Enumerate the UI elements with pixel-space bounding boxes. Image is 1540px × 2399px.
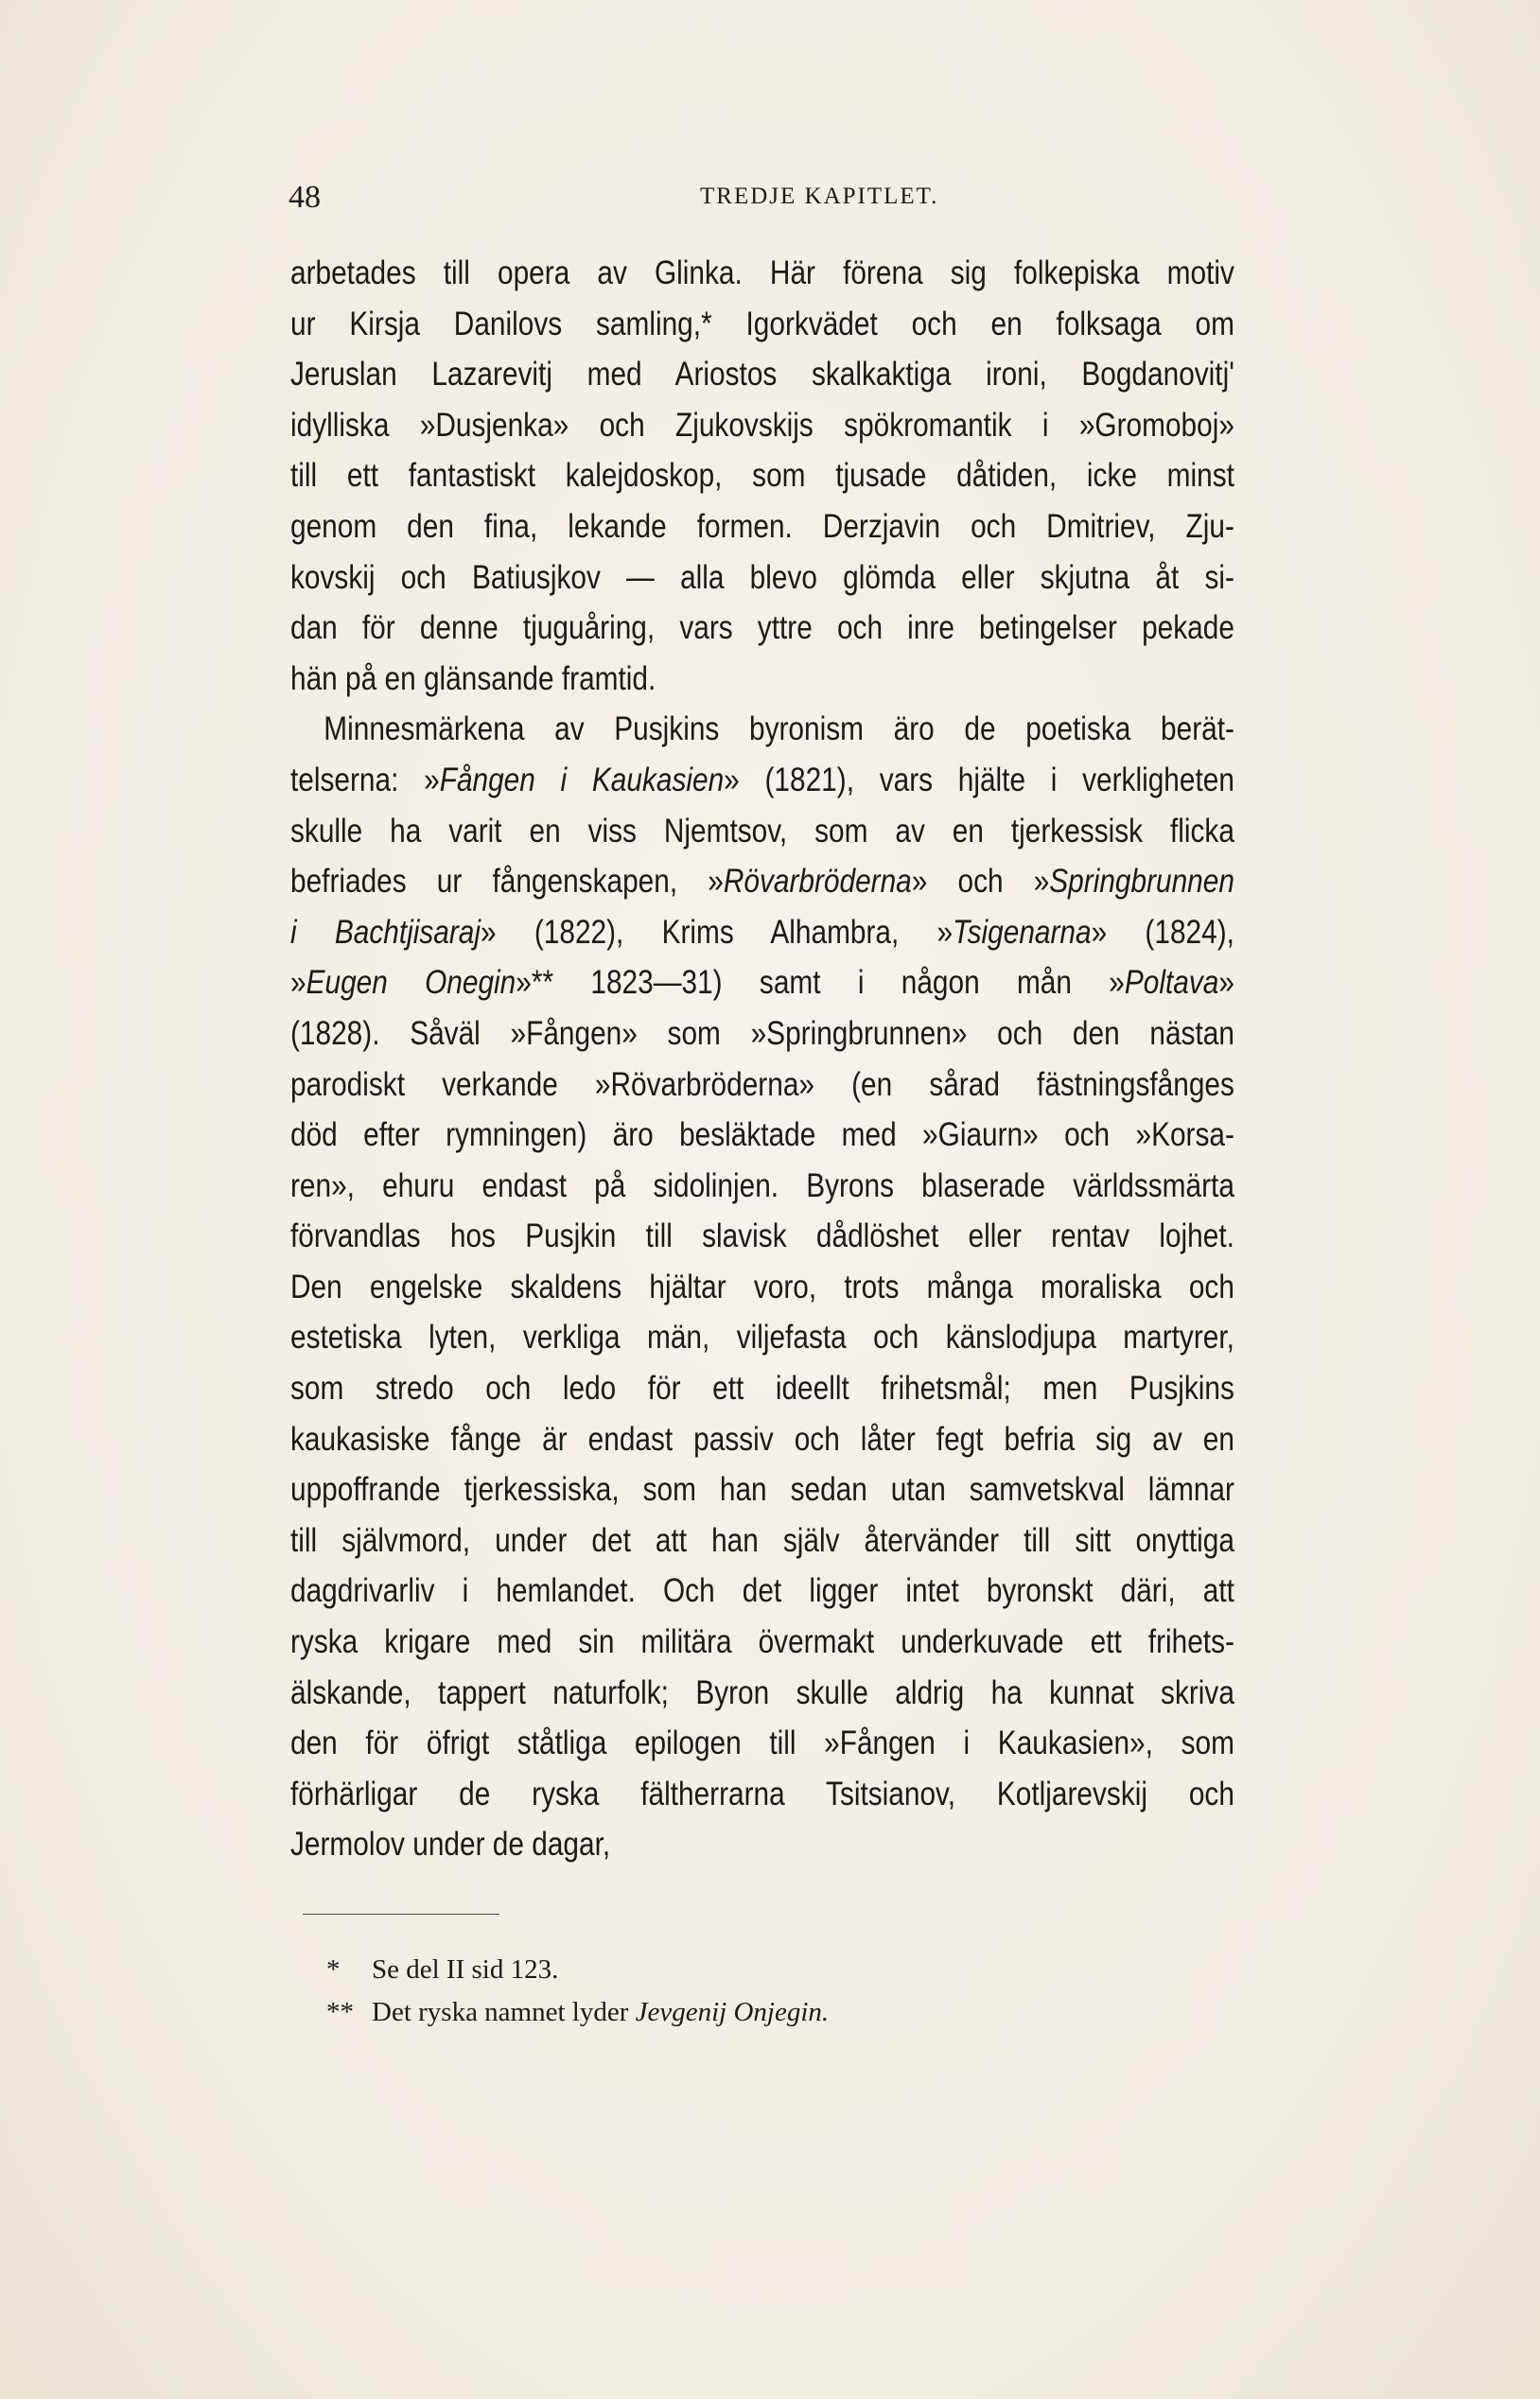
work-title: Eugen Onegin [306,963,516,1002]
footnote-text: Se del II sid 123. [372,1954,559,1985]
text-line: ur Kirsja Danilovs samling,* Igorkvädet och en folksaga om [290,304,1234,342]
work-title: Rövarbröderna [723,862,912,901]
work-title: Tsigenarna [953,912,1092,951]
footnote-text: Det ryska namnet lyder [372,1997,636,2027]
text-line: till ett fantastiskt kalejdoskop, som tjusade dåtiden, icke minst [290,456,1234,495]
work-title: i Bachtjisaraj [290,912,481,951]
text-run: » [1218,963,1234,1002]
running-head: TREDJE KAPITLET. [700,184,939,209]
text-line: uppoffrande tjerkessiska, som han sedan utan samvetskval lämnar [290,1470,1234,1509]
text-line: hän på en glänsande framtid. [290,658,656,697]
body-text [290,248,1234,1870]
text-line: död efter rymningen) äro besläktade med »Giaurn» och »Korsa- [290,1115,1234,1154]
footnote [326,1991,829,2034]
footnote-mark: * [326,1954,341,1985]
text-line: förhärligar de ryska fältherrarna Tsitsianov, Kotljarevskij och [290,1774,1234,1812]
text-run: befriades ur fångenskapen, » [290,862,724,901]
footnotes [326,1949,829,2034]
text-run: » och » [911,862,1050,901]
text-line [290,755,1234,806]
text-line: ren», ehuru endast på sidolinjen. Byrons blaserade världssmärta [290,1165,1234,1204]
text-line: genom den fina, lekande formen. Derzjavin och Dmitriev, Zju- [290,506,1234,545]
text-line: förvandlas hos Pusjkin till slavisk dådlöshet eller rentav lojhet. [290,1217,1234,1255]
text-line: skulle ha varit en viss Njemtsov, som av en tjerkessisk flicka [290,811,1234,849]
text-line: parodiskt verkande »Rövarbröderna» (en sårad fästningsfånges [290,1064,1234,1103]
text-line [290,907,1234,958]
text-line: ryska krigare med sin militära övermakt underkuvade ett frihets- [290,1622,1234,1661]
text-line [290,856,1234,907]
text-line: Den engelske skaldens hjältar voro, trots många moraliska och [290,1267,1234,1305]
text-line: kaukasiske fånge är endast passiv och låter fegt befria sig av en [290,1419,1234,1458]
work-title: Poltava [1124,963,1219,1002]
text-line: älskande, tappert naturfolk; Byron skulle aldrig ha kunnat skriva [290,1672,1234,1711]
text-line: Jeruslan Lazarevitj med Ariostos skalkaktiga ironi, Bogdanovitj' [290,355,1234,394]
work-title: Fången i Kaukasien [439,760,725,798]
text-line: dagdrivarliv i hemlandet. Och det ligger intet byronskt däri, att [290,1571,1234,1610]
text-line: estetiska lyten, verkliga män, viljefasta och känslodjupa martyrer, [290,1318,1234,1357]
text-run: telserna: » [290,760,440,798]
text-line: den för öfrigt ståtliga epilogen till »Fången i Kaukasien», som [290,1724,1234,1762]
text-line: idylliska »Dusjenka» och Zjukovskijs spökromantik i »Gromoboj» [290,405,1234,444]
text-line: Jermolov under de dagar, [290,1825,611,1864]
text-line: dan för denne tjuguåring, vars yttre och inre betingelser pekade [290,608,1234,647]
text-run: » [290,963,306,1002]
text-run: » (1822), Krims Alhambra, » [481,912,954,951]
work-title: Springbrunnen [1049,862,1234,901]
text-line: (1828). Såväl »Fången» som »Springbrunnen» och den nästan [290,1013,1234,1052]
text-run: » (1821), vars hjälte i verkligheten [724,760,1234,798]
text-line: Minnesmärkena av Pusjkins byronism äro de poetiska berät- [324,709,1234,748]
page-number: 48 [289,180,321,215]
footnote-divider [303,1914,499,1915]
footnote-mark: ** [326,1997,354,2027]
footnote-title: Jevgenij Onjegin. [635,1997,830,2027]
text-line [290,957,1234,1008]
text-line: kovskij och Batiusjkov — alla blevo glömda eller skjutna åt si- [290,557,1234,596]
text-run: »** 1823—31) samt i någon mån » [516,963,1125,1002]
text-run: » (1824), [1091,912,1234,951]
text-line: som stredo och ledo för ett ideellt frihetsmål; men Pusjkins [290,1369,1234,1408]
footnote [326,1949,829,1991]
text-line: arbetades till opera av Glinka. Här förena sig folkepiska motiv [290,254,1234,291]
text-line: till självmord, under det att han själv återvänder till sitt onyttiga [290,1520,1234,1559]
page-header [289,180,1263,218]
